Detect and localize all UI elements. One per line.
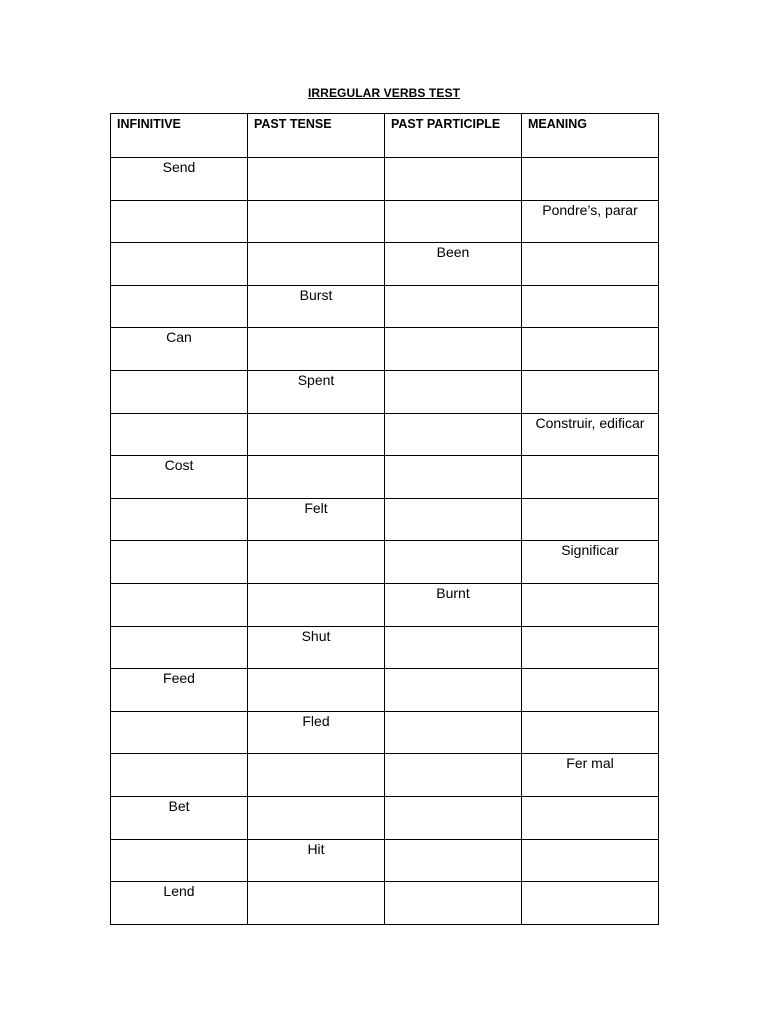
cell-infinitive — [111, 541, 248, 584]
cell-infinitive — [111, 711, 248, 754]
table-row — [111, 839, 659, 882]
table-row — [111, 200, 659, 243]
cell-past-tense — [248, 796, 385, 839]
cell-meaning: Significar — [522, 541, 659, 584]
cell-past-participle — [385, 839, 522, 882]
table-row — [111, 754, 659, 797]
cell-past-tense: Felt — [248, 498, 385, 541]
table-row — [111, 158, 659, 201]
table-header-row — [111, 114, 659, 158]
cell-past-participle: Been — [385, 243, 522, 286]
cell-past-participle — [385, 158, 522, 201]
cell-meaning — [522, 243, 659, 286]
table-row — [111, 498, 659, 541]
table-row — [111, 285, 659, 328]
cell-infinitive: Feed — [111, 669, 248, 712]
verbs-table — [110, 113, 659, 925]
cell-past-tense — [248, 669, 385, 712]
cell-past-participle: Burnt — [385, 583, 522, 626]
table-row — [111, 370, 659, 413]
cell-past-participle — [385, 456, 522, 499]
cell-past-tense: Burst — [248, 285, 385, 328]
cell-past-tense — [248, 754, 385, 797]
cell-past-participle — [385, 754, 522, 797]
cell-past-tense: Shut — [248, 626, 385, 669]
cell-past-participle — [385, 882, 522, 925]
cell-meaning — [522, 626, 659, 669]
column-header-past-participle: PAST PARTICIPLE — [385, 114, 522, 158]
cell-past-tense — [248, 456, 385, 499]
cell-past-participle — [385, 541, 522, 584]
cell-past-participle — [385, 498, 522, 541]
document-title: IRREGULAR VERBS TEST — [307, 86, 460, 100]
cell-meaning — [522, 285, 659, 328]
cell-past-tense — [248, 541, 385, 584]
cell-past-participle — [385, 796, 522, 839]
cell-meaning: Construir, edificar — [522, 413, 659, 456]
cell-meaning — [522, 796, 659, 839]
verbs-table-body — [111, 158, 659, 925]
cell-past-participle — [385, 285, 522, 328]
cell-past-participle — [385, 370, 522, 413]
cell-meaning — [522, 370, 659, 413]
cell-meaning — [522, 498, 659, 541]
cell-past-tense — [248, 882, 385, 925]
column-header-infinitive: INFINITIVE — [111, 114, 248, 158]
cell-infinitive — [111, 200, 248, 243]
cell-meaning: Fer mal — [522, 754, 659, 797]
cell-meaning — [522, 583, 659, 626]
table-row — [111, 583, 659, 626]
cell-past-participle — [385, 626, 522, 669]
cell-infinitive: Send — [111, 158, 248, 201]
cell-past-participle — [385, 711, 522, 754]
cell-past-tense — [248, 583, 385, 626]
cell-meaning — [522, 456, 659, 499]
cell-meaning — [522, 669, 659, 712]
table-row — [111, 882, 659, 925]
cell-past-participle — [385, 200, 522, 243]
column-header-past-tense: PAST TENSE — [248, 114, 385, 158]
cell-past-tense: Hit — [248, 839, 385, 882]
cell-infinitive — [111, 498, 248, 541]
cell-infinitive — [111, 243, 248, 286]
cell-past-tense — [248, 200, 385, 243]
cell-past-participle — [385, 328, 522, 371]
table-row — [111, 796, 659, 839]
cell-infinitive: Bet — [111, 796, 248, 839]
cell-past-tense — [248, 243, 385, 286]
cell-past-tense — [248, 158, 385, 201]
table-row — [111, 626, 659, 669]
table-row — [111, 413, 659, 456]
cell-infinitive: Cost — [111, 456, 248, 499]
column-header-meaning: MEANING — [522, 114, 659, 158]
cell-past-participle — [385, 669, 522, 712]
cell-meaning — [522, 839, 659, 882]
cell-infinitive: Lend — [111, 882, 248, 925]
cell-infinitive — [111, 839, 248, 882]
cell-past-tense — [248, 413, 385, 456]
cell-past-tense: Fled — [248, 711, 385, 754]
cell-meaning — [522, 158, 659, 201]
cell-infinitive: Can — [111, 328, 248, 371]
cell-meaning — [522, 328, 659, 371]
cell-infinitive — [111, 754, 248, 797]
cell-past-participle — [385, 413, 522, 456]
cell-meaning — [522, 711, 659, 754]
table-row — [111, 711, 659, 754]
table-row — [111, 456, 659, 499]
cell-meaning — [522, 882, 659, 925]
cell-infinitive — [111, 370, 248, 413]
table-row — [111, 541, 659, 584]
cell-past-tense — [248, 328, 385, 371]
cell-meaning: Pondre’s, parar — [522, 200, 659, 243]
table-row — [111, 328, 659, 371]
cell-infinitive — [111, 626, 248, 669]
cell-infinitive — [111, 583, 248, 626]
cell-infinitive — [111, 413, 248, 456]
table-row — [111, 243, 659, 286]
cell-past-tense: Spent — [248, 370, 385, 413]
cell-infinitive — [111, 285, 248, 328]
table-row — [111, 669, 659, 712]
